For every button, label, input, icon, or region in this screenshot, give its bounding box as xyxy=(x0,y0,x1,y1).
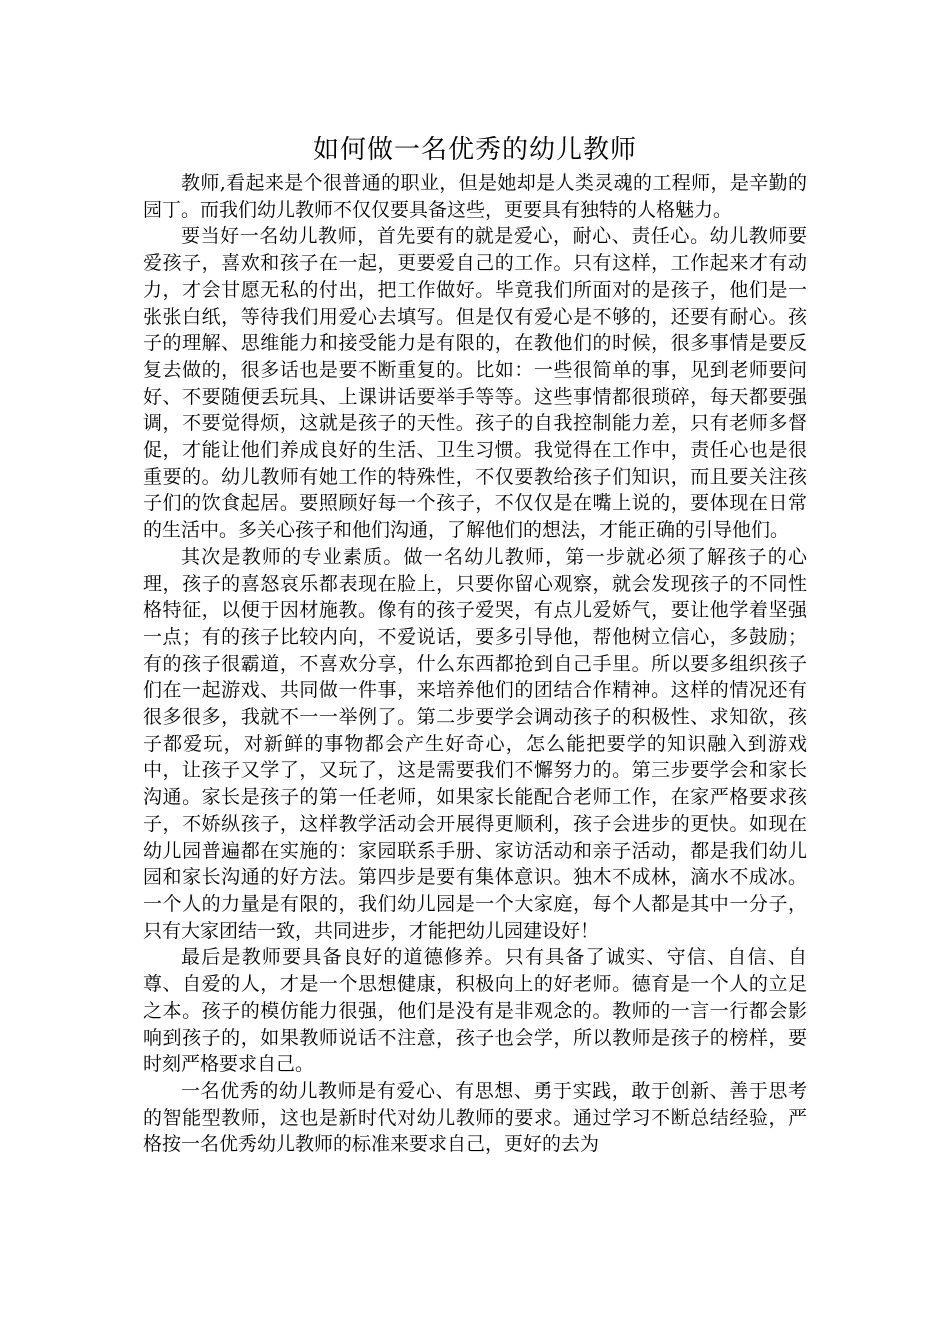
paragraph-love-patience-responsibility: 要当好一名幼儿教师，首先要有的就是爱心，耐心、责任心。幼儿教师要爱孩子，喜欢和孩子在一起，更要爱自己的工作。只有这样，工作起来才有动力，才会甘愿无私的付出，把工作做好。毕竟我们所面对的是孩子，他们是一张张白纸，等待我们用爱心去填写。但是仅有爱心是不够的，还要有耐心。孩子的理解、思维能力和接受能力是有限的，在教他们的时候，很多事情是要反复去做的，很多话也是要不断重复的。比如：一些很简单的事，见到老师要问好、不要随便丢玩具、上课讲话要举手等等。这些事情都很琐碎，每天都要强调，不要觉得烦，这就是孩子的天性。孩子的自我控制能力差，只有老师多督促，才能让他们养成良好的生活、卫生习惯。我觉得在工作中，责任心也是很重要的。幼儿教师有她工作的特殊性，不仅要教给孩子们知识，而且要关注孩子们的饮食起居。要照顾好每一个孩子，不仅仅是在嘴上说的，要体现在日常的生活中。多关心孩子和他们沟通，了解他们的想法，才能正确的引导他们。 xyxy=(143,225,807,542)
document-body xyxy=(143,170,807,1158)
paragraph-professional-quality: 其次是教师的专业素质。做一名幼儿教师，第一步就必须了解孩子的心理，孩子的喜怒哀乐都表现在脸上，只要你留心观察，就会发现孩子的不同性格特征，以便于因材施教。像有的孩子爱哭，有点儿爱娇气，要让他学着坚强一点；有的孩子比较内向，不爱说话，要多引导他，帮他树立信心，多鼓励；有的孩子很霸道，不喜欢分享，什么东西都抢到自己手里。所以要多组织孩子们在一起游戏、共同做一件事，来培养他们的团结合作精神。这样的情况还有很多很多，我就不一一举例了。第二步要学会调动孩子的积极性、求知欲，孩子都爱玩，对新鲜的事物都会产生好奇心，怎么能把要学的知识融入到游戏中，让孩子又学了，又玩了，这是需要我们不懈努力的。第三步要学会和家长沟通。家长是孩子的第一任老师，如果家长能配合老师工作，在家严格要求孩子，不娇纵孩子，这样教学活动会开展得更顺利，孩子会进步的更快。如现在幼儿园普遍都在实施的：家园联系手册、家访活动和亲子活动，都是我们幼儿园和家长沟通的好方法。第四步是要有集体意识。独木不成林，滴水不成冰。一个人的力量是有限的，我们幼儿园是一个大家庭，每个人都是其中一分子，只有大家团结一致，共同进步，才能把幼儿园建设好！ xyxy=(143,545,807,942)
paragraph-conclusion: 一名优秀的幼儿教师是有爱心、有思想、勇于实践，敢于创新、善于思考的智能型教师，这也是新时代对幼儿教师的要求。通过学习不断总结经验，严格按一名优秀幼儿教师的标准来要求自己，更好的去为 xyxy=(143,1079,807,1156)
paragraph-intro: 教师,看起来是个很普通的职业，但是她却是人类灵魂的工程师，是辛勤的园丁。而我们幼儿教师不仅仅要具备这些，更要具有独特的人格魅力。 xyxy=(143,172,807,221)
document-title: 如何做一名优秀的幼儿教师 xyxy=(312,135,637,165)
paragraph-moral-cultivation: 最后是教师要具备良好的道德修养。只有具备了诚实、守信、自信、自尊、自爱的人，才是一个思想健康，积极向上的好老师。德育是一个人的立足之本。孩子的模仿能力很强，他们是没有是非观念的。教师的一言一行都会影响到孩子的，如果教师说话不注意，孩子也会学，所以教师是孩子的榜样，要时刻严格要求自己。 xyxy=(143,946,807,1076)
